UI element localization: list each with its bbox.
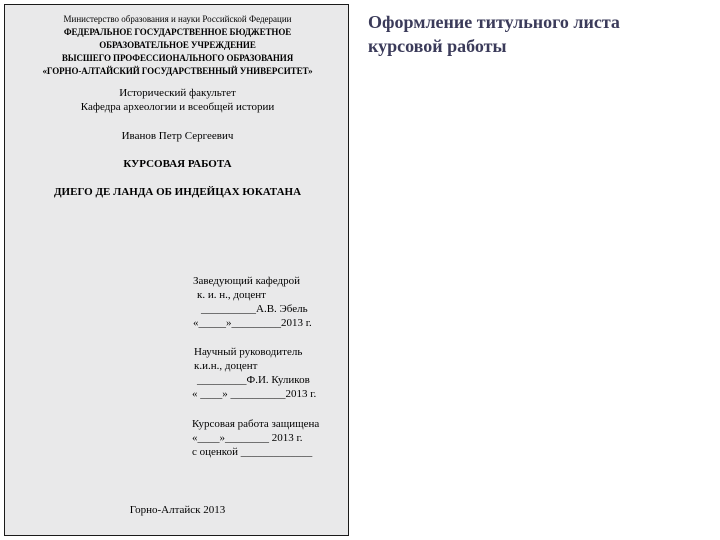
work-topic: ДИЕГО ДЕ ЛАНДА ОБ ИНДЕЙЦАХ ЮКАТАНА <box>53 186 302 198</box>
institution-line-3: ВЫСШЕГО ПРОФЕССИОНАЛЬНОГО ОБРАЗОВАНИЯ <box>61 53 294 63</box>
institution-line-1: ФЕДЕРАЛЬНОЕ ГОСУДАРСТВЕННОЕ БЮДЖЕТНОЕ <box>63 27 292 37</box>
slide-title <box>368 10 708 58</box>
faculty: Исторический факультет <box>119 87 236 99</box>
city-year: Горно-Алтайск 2013 <box>129 504 226 516</box>
department: Кафедра археологии и всеобщей истории <box>80 101 275 113</box>
head-of-department-title: Заведующий кафедрой <box>193 275 300 287</box>
supervisor-degree: к.и.н., доцент <box>194 360 258 372</box>
supervisor-title: Научный руководитель <box>194 346 303 358</box>
work-type: КУРСОВАЯ РАБОТА <box>123 158 232 170</box>
slide-title-line-1: Оформление титульного листа <box>368 12 620 32</box>
slide-title-line-2: курсовой работы <box>368 36 507 56</box>
head-of-department-signature: __________А.В. Эбель <box>201 303 308 315</box>
head-of-department-date: «_____»_________2013 г. <box>193 317 312 329</box>
institution-line-4: «ГОРНО-АЛТАЙСКИЙ ГОСУДАРСТВЕННЫЙ УНИВЕРСИТЕТ» <box>42 66 313 76</box>
title-page-sheet <box>4 4 349 536</box>
supervisor-signature: _________Ф.И. Куликов <box>197 374 310 386</box>
defense-date: «____»________ 2013 г. <box>192 432 303 444</box>
supervisor-date: « ____» __________2013 г. <box>192 388 317 400</box>
head-of-department-degree: к. и. н., доцент <box>197 289 266 301</box>
ministry-line: Министерство образования и науки Российской Федерации <box>63 14 292 24</box>
author-name: Иванов Петр Сергеевич <box>121 130 234 142</box>
defense-title: Курсовая работа защищена <box>192 418 320 430</box>
institution-line-2: ОБРАЗОВАТЕЛЬНОЕ УЧРЕЖДЕНИЕ <box>99 40 256 50</box>
defense-grade: с оценкой _____________ <box>192 446 313 458</box>
